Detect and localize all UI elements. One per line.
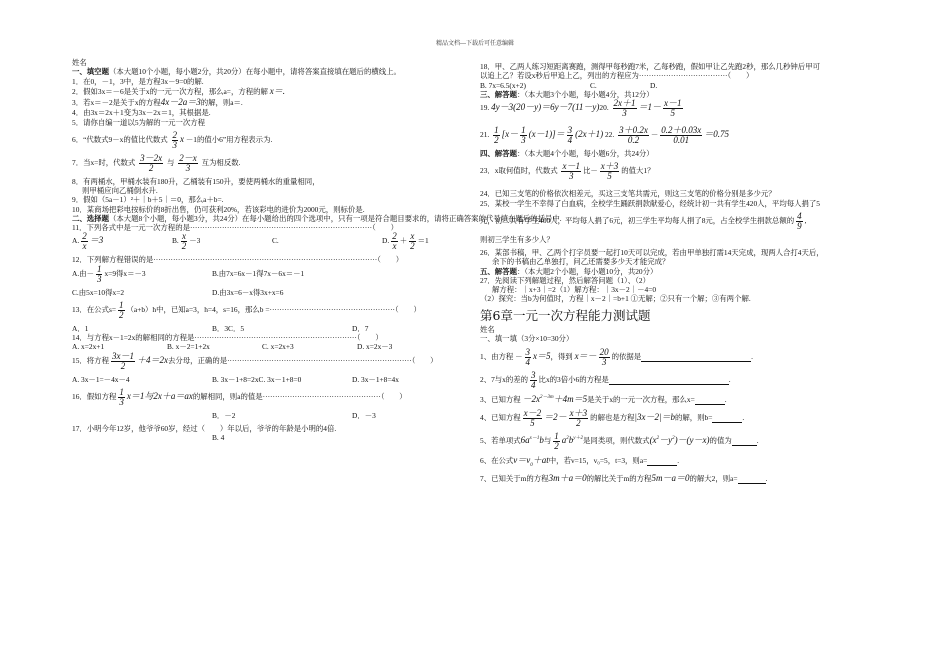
question-18-cont: 以追上乙？若设x秒后甲追上乙，列出的方程应为····································（ ） xyxy=(480,71,754,81)
question-4: 4．由3x＝2x＋1变为3x－2x＝1，其根据是. xyxy=(72,108,211,118)
question-27: 27．先阅读下列解题过程，然后解答问题（1）、（2） xyxy=(480,275,650,285)
question-13-options: A．1 B．3C．5 D．7 xyxy=(72,323,369,333)
question-12-options-ab: A.由－ $\frac{1}{3}$ x=9得x＝－3 B.由7x=6x－1得7x－6x＝－1 xyxy=(72,263,305,284)
question-8: 8．有两桶水，甲桶水装有180升，乙桶装有150升，要使两桶水的重量相同， xyxy=(72,176,320,186)
question-16: 16．假如方程 $\frac{1}{3}$ x＝1与2x＋a＝ax的解相同，则a的值是················································（ ） xyxy=(72,386,407,407)
fill-3: 3、已知方程 $-2x^{2-3m}+4m=5$是关于x的一元一次方程，那么x= . xyxy=(480,393,727,404)
fill-1: 1、由方程 － $\frac{3}{4}$ x＝5，得到 x＝－ $\frac{20}{3}$ 的依据是 . xyxy=(480,346,753,367)
section-3-heading: 三、解答题：（本大题3个小题，每小题4分，共12分） xyxy=(480,89,654,99)
section-4-heading: 四、解答题：（本大题4个小题，每小题6分，共24分） xyxy=(480,149,654,158)
question-25: 25．某校一学生不幸得了白血病，全校学生踊跃捐款献爱心，经统计初一共有学生420人，平均每人捐了5 xyxy=(480,198,820,208)
question-26-cont: 余下的书稿由乙单独打，问乙还需要多少天才能完成？ xyxy=(492,257,670,267)
fill-section-heading: 一、填一填（3分×10=30分） xyxy=(480,334,574,344)
section-2-heading: 二、选择题（本大题8个小题，每小题3分，共24分）在每小题给出的四个选项中，只有一项是符合题目要求的，请将正确答案的代号填在题后的括号中. xyxy=(72,213,562,223)
question-15-options: A. 3x－1=－4x－4 B. 3x－1+8=2xC. 3x－1+8=0 D. 3x－1+8=4x xyxy=(72,374,399,384)
section-1-heading: 一、填空题（本大题10个小题，每小题2分，共20分）在每小题中，请将答案直接填在题后的横线上。 xyxy=(72,67,401,77)
fraction: $\frac{2}{3}$ xyxy=(172,129,178,150)
question-18-options: B. 7x=6.5(x+2) C. D. xyxy=(480,80,658,90)
question-14-options: A. x=2x+1 B. x－2=1+2x C. x=2x+3 D. x=2x－3 xyxy=(72,342,393,352)
question-23: 23．x取何值时，代数式 $\frac{x-1}{3}$ 比－ $\frac{x+3}{5}$ 的值大1？ xyxy=(480,161,655,182)
fill-7: 7、已知关于m的方程3m＋a＝0的解比关于m的方程5m－a＝0的解大2，则a= . xyxy=(480,472,768,483)
question-5: 5．请你自编一道以5为解的一元一次方程 xyxy=(72,117,206,127)
question-17-options: B. 4 xyxy=(212,433,225,443)
question-11: 11．下列各式中是一元一次方程的是··········································································（ ） xyxy=(72,223,398,232)
question-27-part1: 解方程：｜x+3｜=2（1）解方程：｜3x－2｜－4=0 xyxy=(492,285,657,294)
fraction: $\frac{3-2x}{2}$ xyxy=(140,152,163,173)
question-17: 17．小明今年12岁，他爷爷60岁，经过（ ）年以后，爷爷的年龄是小明的4倍. xyxy=(72,424,337,433)
question-6: 6．“代数式9－x的值比代数式 $\frac{2}{3}$ x －1的值小6”用方程表示为. xyxy=(72,129,273,150)
chapter-6-title: 第6章一元一次方程能力测试题 xyxy=(480,307,651,323)
question-21-22: 21. $\frac{1}{2}$ [x－ $\frac{1}{3}$ (x－1)]＝ $\frac{3}{4}$ (2x＋1) 22. $\frac{3+0.2x}{0.2}$ － $\frac{0.2+0.03x}{0.01}$ ＝0.75 xyxy=(480,125,729,145)
question-10: 10．某商场把彩电按标价的8折出售，仍可获利20%，若该彩电的进价为2000元，则标价是. xyxy=(72,204,365,214)
question-7: 7．当x=时，代数式 $\frac{3-2x}{2}$ 与 $\frac{2-x}{3}$ 互为相反数. xyxy=(72,152,241,173)
question-1: 1．在0，－1，3中，是方程3x－9=0的解. xyxy=(72,76,204,86)
question-12-options-cd: C.由5x=10得x=2 D.由3x=6－x得3x+x=6 xyxy=(72,287,284,297)
question-8-cont: 则甲桶应向乙桶倒水升. xyxy=(82,186,158,195)
fill-2: 2、7与x的差的 $\frac{3}{4}$ 比x的3倍小6的方程是 . xyxy=(480,369,731,390)
fraction: $\frac{2-x}{3}$ xyxy=(179,152,197,173)
question-19-20: 19. 4y－3(20－y)＝6y－7(11－y)20. $\frac{2x+1}{3}$ ＝1－ $\frac{x-1}{5}$ xyxy=(480,98,682,118)
question-18: 18．甲、乙两人练习短距离赛跑，测得甲每秒跑7米，乙每秒跑，假如甲让乙先跑2秒，那么几秒钟后甲可 xyxy=(480,62,820,71)
question-12: 12．下列解方程错误的是···························································································（ ） xyxy=(72,255,404,265)
question-11-options: A. $\frac{2}{x}$ ＝3 B. $\frac{x}{2}$ －3 C. D. $\frac{2}{x}$ ＋ $\frac{x}{2}$ ＝1 xyxy=(72,231,429,252)
page-header: 精品文档---下载后可任意编辑 xyxy=(436,41,514,47)
question-3: 3．若x＝－2是关于x的方程4x－2a＝3的解，则a＝. xyxy=(72,97,243,107)
question-24: 24．已知三支笔的价格依次相差元，买这三支笔共需元，则这三支笔的价格分别是多少元？ xyxy=(480,189,776,199)
question-16-options: B．－2 D．－3 xyxy=(212,410,376,420)
name-label-2: 姓名 xyxy=(480,325,495,335)
question-25-cont: 元，初二共有学生400人，平均每人捐了6元，初三学生平均每人捐了8元，占全校学生捐款总额的 $\frac{4}{9}$ , xyxy=(480,210,807,231)
question-27-part2: （2）探究：当b为何值时，方程｜x－2｜=b+1 ①无解；②只有一个解；③有两个解. xyxy=(480,294,751,304)
fill-6: 6、在公式$v=v_0+at$中，若v=15，v₀=5，t=3，则a= . xyxy=(480,454,680,468)
question-9: 9．假如（5a－1）²＋｜b＋5｜＝0，那么a＋b=. xyxy=(72,195,224,205)
fill-4: 4、已知方程 $\frac{x-2}{5}$ ＝2－ $\frac{x+3}{2}$ 的解也是方程|3x－2|＝b的解，则b= . xyxy=(480,407,745,428)
question-15: 15．将方程 $\frac{3x-1}{2}$ ＋4＝2x去分母，正确的是···········································································（ ） xyxy=(72,350,438,371)
fill-5: 5、若单项式$6a^{x-1}b$与 $\frac{1}{2}$ $a^2b^{y+2}$是同类项，则代数式$(x^2-y^2)-(y-x)$的值为 . xyxy=(480,430,759,451)
question-13: 13．在公式s= $\frac{1}{2}$ （a+b）h中，已知a=3，h=4，s=16，那么b =···················································（ ） xyxy=(72,299,421,320)
section-5-heading: 五、解答题：（本大题2个小题，每小题10分，共20分） xyxy=(480,266,658,276)
question-25-end: 则初三学生有多少人？ xyxy=(480,234,554,244)
question-14: 14．与方程x－1=2x的解相同的方程是··································································（ ） xyxy=(72,333,383,342)
right-column xyxy=(480,62,890,484)
question-26: 26．某部书稿，甲、乙两个打字员要一起打10天可以完成，若由甲单独打需14天完成，现两人合打4天后， xyxy=(480,248,824,257)
question-2: 2．假如3x＝－6是关于x的一元一次方程，那么a=，方程的解 x＝. xyxy=(72,85,286,96)
name-label: 姓名 xyxy=(72,58,87,67)
